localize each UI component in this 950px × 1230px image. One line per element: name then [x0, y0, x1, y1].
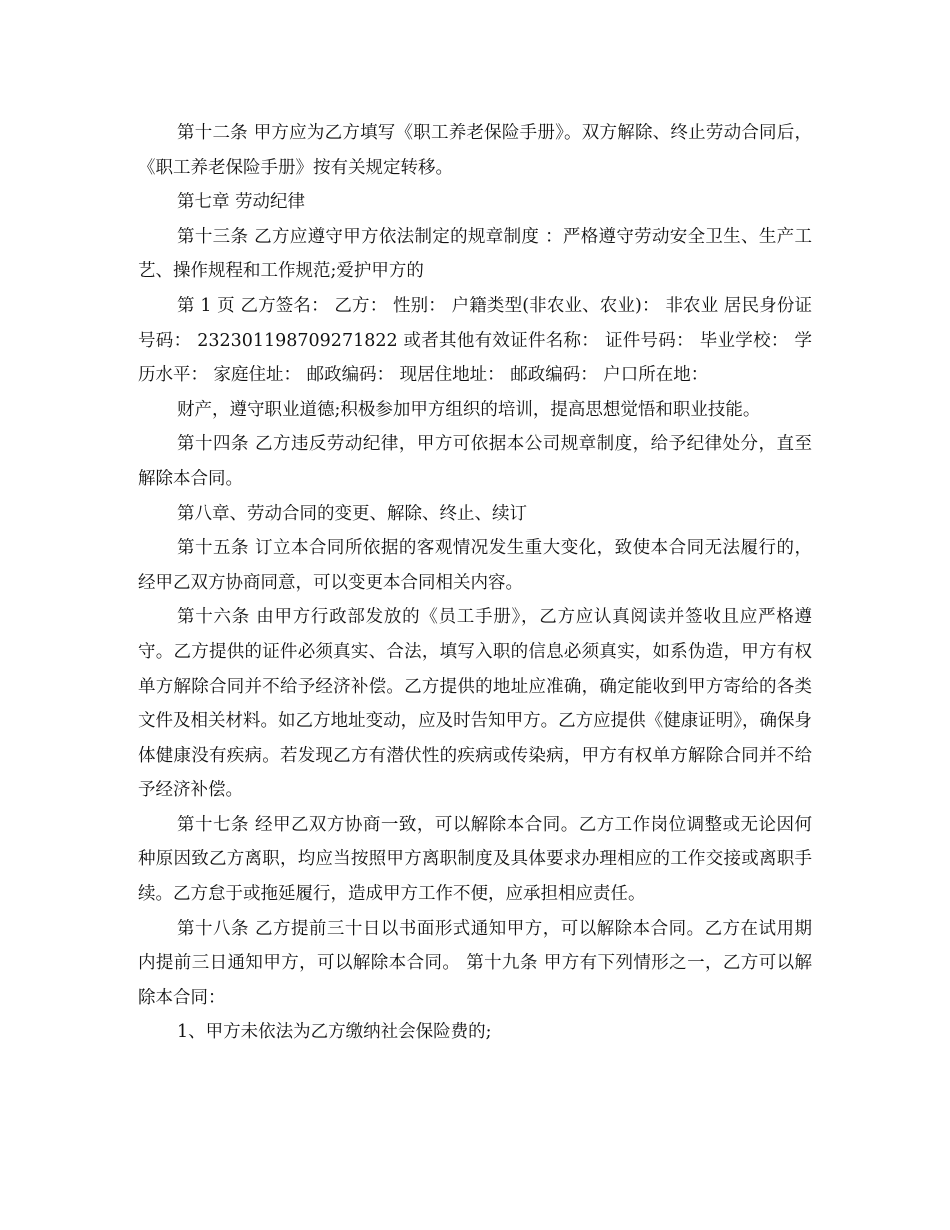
paragraph-article-16: 第十六条 由甲方行政部发放的《员工手册》，乙方应认真阅读并签收且应严格遵守。乙方提供的证件必须真实、合法，填写入职的信息必须真实，如系伪造，甲方有权单方解除合同并不给予经济补偿。乙方提供的地址应准确，确定能收到甲方寄给的各类文件及相关材料。如乙方地址变动，应及时告知甲方。乙方应提供《健康证明》，确保身体健康没有疾病。若发现乙方有潜伏性的疾病或传染病，甲方有权单方解除合同并不给予经济补偿。 [138, 607, 812, 801]
paragraph-page-footer-signature-info: 第 1 页 乙方签名： 乙方： 性别： 户籍类型(非农业、农业)： 非农业 居民身份证号码： 232301198709271822 或者其他有效证件名称： 证件号码： 毕业学校： 学历水平： 家庭住址： 邮政编码： 现居住地址： 邮政编码： 户口所在地： [138, 295, 812, 386]
paragraph-article-12: 第十二条 甲方应为乙方填写《职工养老保险手册》。双方解除、终止劳动合同后，《职工养老保险手册》按有关规定转移。 [138, 123, 812, 178]
chapter-7-heading: 第七章 劳动纪律 [177, 192, 306, 213]
paragraph-article-13-continued: 财产，遵守职业道德;积极参加甲方组织的培训，提高思想觉悟和职业技能。 [177, 399, 761, 420]
paragraph-article-15: 第十五条 订立本合同所依据的客观情况发生重大变化，致使本合同无法履行的，经甲乙双方协商同意，可以变更本合同相关内容。 [138, 538, 812, 593]
paragraph-article-13: 第十三条 乙方应遵守甲方依法制定的规章制度 ：严格遵守劳动安全卫生、生产工艺、操作规程和工作规范;爱护甲方的 [138, 226, 812, 282]
paragraph-article-14: 第十四条 乙方违反劳动纪律，甲方可依据本公司规章制度，给予纪律处分，直至解除本合同。 [138, 434, 812, 489]
document-body [138, 116, 812, 1050]
paragraph-article-18-19: 第十八条 乙方提前三十日以书面形式通知甲方，可以解除本合同。乙方在试用期内提前三日通知甲方，可以解除本合同。 第十九条 甲方有下列情形之一，乙方可以解除本合同： [138, 918, 812, 1008]
chapter-8-heading: 第八章、劳动合同的变更、解除、终止、续订 [177, 503, 527, 524]
paragraph-article-17: 第十七条 经甲乙双方协商一致，可以解除本合同。乙方工作岗位调整或无论因何种原因致乙方离职，均应当按照甲方离职制度及具体要求办理相应的工作交接或离职手续。乙方怠于或拖延履行，造成甲方工作不便，应承担相应责任。 [138, 814, 812, 905]
list-item-1: 1、甲方未依法为乙方缴纳社会保险费的; [177, 1022, 492, 1043]
